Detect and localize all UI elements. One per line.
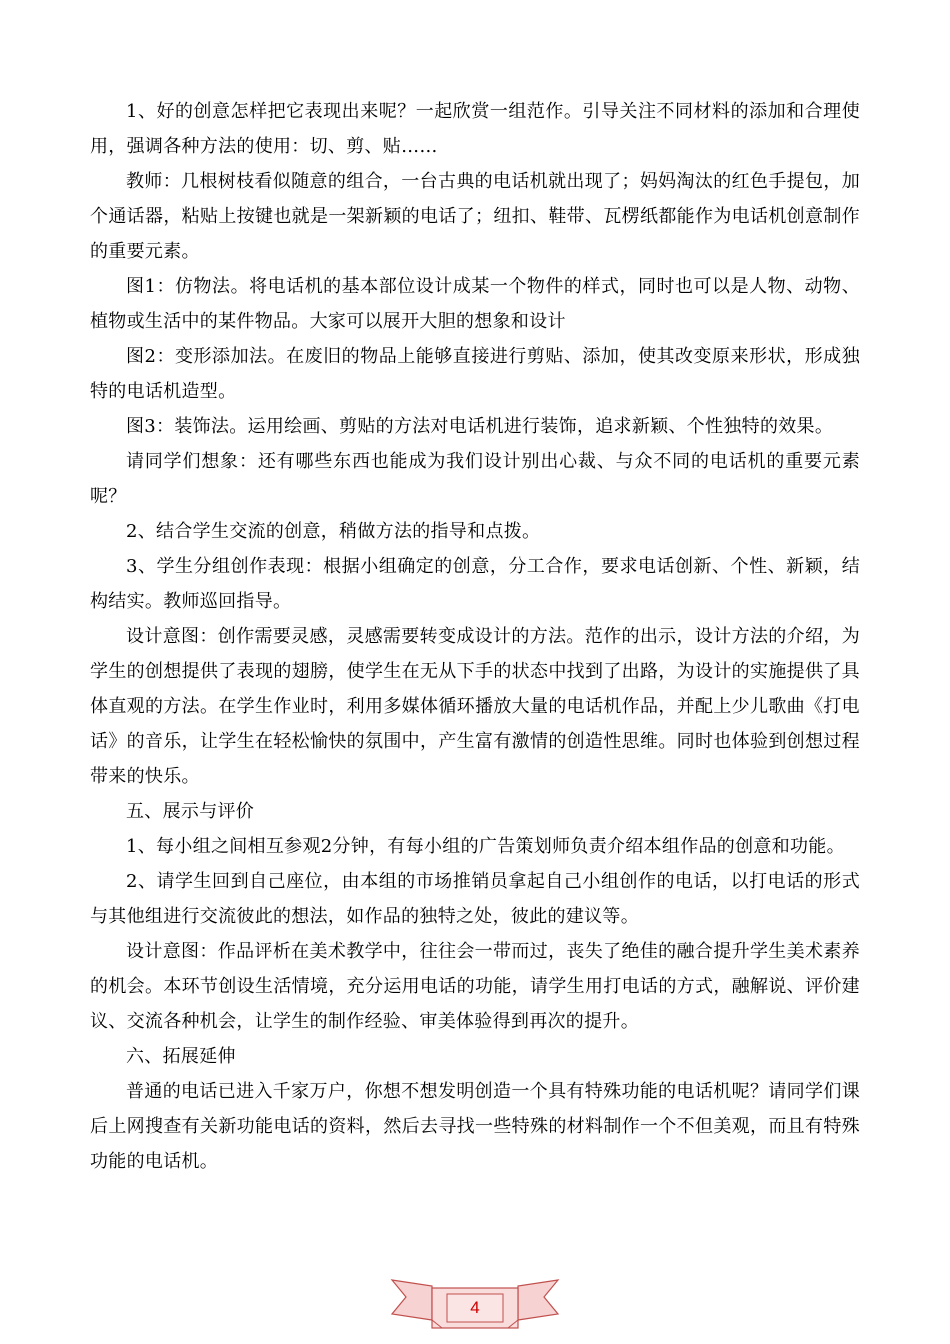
paragraph: 请同学们想象：还有哪些东西也能成为我们设计别出心裁、与众不同的电话机的重要元素呢？ [90,451,860,507]
paragraph: 图2：变形添加法。在废旧的物品上能够直接进行剪贴、添加，使其改变原来形状，形成独特的电话机造型。 [90,346,860,402]
paragraph: 图1：仿物法。将电话机的基本部位设计成某一个物件的样式，同时也可以是人物、动物、植物或生活中的某件物品。大家可以展开大胆的想象和设计 [90,276,860,332]
paragraph: 教师：几根树枝看似随意的组合，一台古典的电话机就出现了；妈妈淘汰的红色手提包，加个通话器，粘贴上按键也就是一架新颖的电话了；纽扣、鞋带、瓦楞纸都能作为电话机创意制作的重要元素。 [90,171,860,262]
paragraph: 1、每小组之间相互参观2分钟，有每小组的广告策划师负责介绍本组作品的创意和功能。 [126,836,845,857]
paragraph: 普通的电话已进入千家万户，你想不想发明创造一个具有特殊功能的电话机呢？请同学们课后上网搜查有关新功能电话的资料，然后去寻找一些特殊的材料制作一个不但美观，而且有特殊功能的电话机。 [90,1081,860,1172]
section-heading: 六、拓展延伸 [126,1046,236,1067]
paragraph: 设计意图：创作需要灵感，灵感需要转变成设计的方法。范作的出示，设计方法的介绍，为学生的创想提供了表现的翅膀，使学生在无从下手的状态中找到了出路，为设计的实施提供了具体直观的方法。在学生作业时，利用多媒体循环播放大量的电话机作品，并配上少儿歌曲《打电话》的音乐，让学生在轻松愉快的氛围中，产生富有激情的创造性思维。同时也体验到创想过程带来的快乐。 [90,626,860,787]
paragraph: 2、结合学生交流的创意，稍做方法的指导和点拨。 [126,521,541,542]
document-body [90,94,860,1179]
section-heading: 五、展示与评价 [126,801,255,822]
paragraph: 图3：装饰法。运用绘画、剪贴的方法对电话机进行装饰，追求新颖、个性独特的效果。 [126,416,834,437]
paragraph: 2、请学生回到自己座位，由本组的市场推销员拿起自己小组创作的电话，以打电话的形式与其他组进行交流彼此的想法，如作品的独特之处，彼此的建议等。 [90,871,860,927]
page-number: 4 [470,1298,480,1317]
paragraph: 1、好的创意怎样把它表现出来呢？一起欣赏一组范作。引导关注不同材料的添加和合理使用，强调各种方法的使用：切、剪、贴…… [90,101,860,157]
page-footer [390,1274,560,1334]
paragraph: 设计意图：作品评析在美术教学中，往往会一带而过，丧失了绝佳的融合提升学生美术素养的机会。本环节创设生活情境，充分运用电话的功能，请学生用打电话的方式，融解说、评价建议、交流各种机会，让学生的制作经验、审美体验得到再次的提升。 [90,941,860,1032]
paragraph: 3、学生分组创作表现：根据小组确定的创意，分工合作，要求电话创新、个性、新颖，结构结实。教师巡回指导。 [90,556,860,612]
